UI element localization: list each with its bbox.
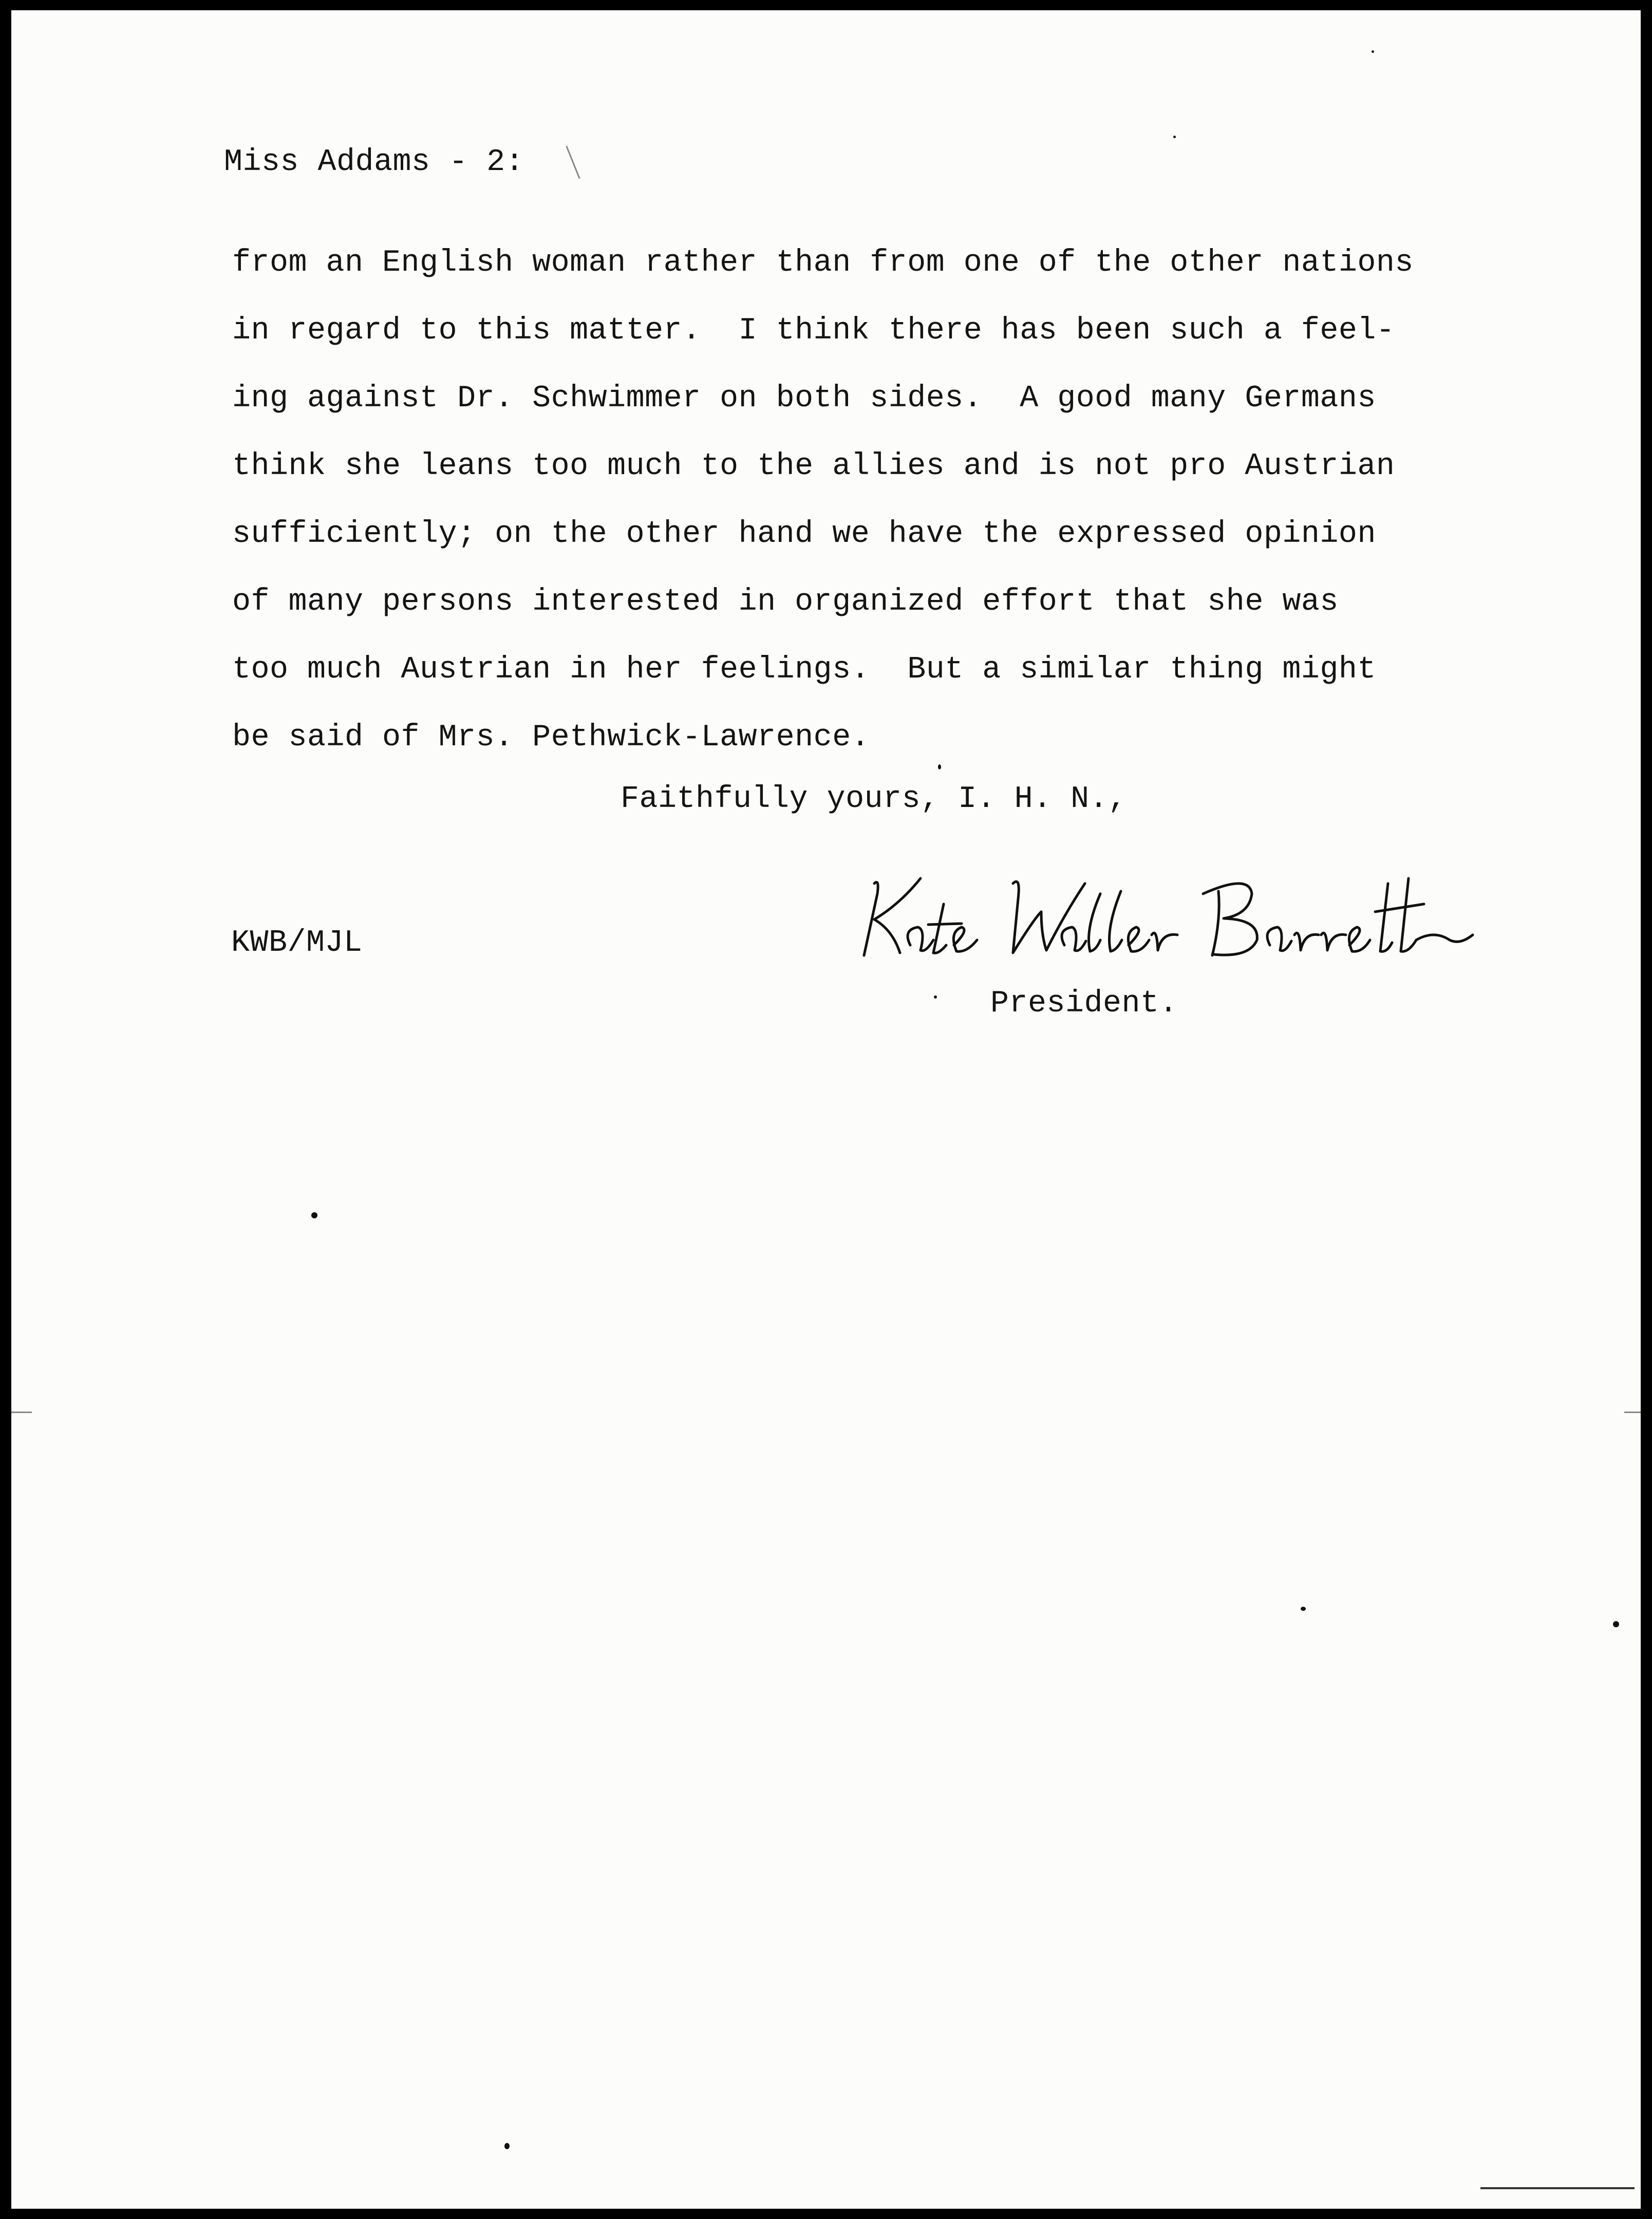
- body-line: ing against Dr. Schwimmer on both sides. A good many Germans: [232, 381, 1376, 416]
- handwritten-signature: [843, 863, 1480, 976]
- scan-mark: [11, 1412, 32, 1413]
- typist-initials: KWB/MJL: [231, 926, 363, 961]
- scan-speck: [1613, 1621, 1619, 1627]
- page-header: Miss Addams - 2:: [224, 145, 524, 180]
- body-line: from an English woman rather than from one of the other nations: [232, 246, 1414, 280]
- scan-speck: [1372, 50, 1374, 53]
- scan-speck: [934, 995, 937, 999]
- body-line: too much Austrian in her feelings. But a similar thing might: [232, 652, 1376, 687]
- body-line: be said of Mrs. Pethwick-Lawrence.: [232, 720, 870, 755]
- scan-speck: [1301, 1607, 1306, 1611]
- body-line: sufficiently; on the other hand we have the expressed opinion: [232, 517, 1376, 552]
- body-line: of many persons interested in organized effort that she was: [232, 585, 1339, 619]
- scan-speck: [1173, 136, 1176, 138]
- scan-speck: [311, 1212, 317, 1218]
- scan-mark: [566, 146, 580, 179]
- closing-line: Faithfully yours, I. H. N.,: [621, 782, 1127, 817]
- signer-title: President.: [990, 986, 1178, 1021]
- letter-page: [11, 10, 1641, 2209]
- body-line: in regard to this matter. I think there has been such a feel-: [232, 313, 1395, 348]
- scan-speck: [938, 764, 941, 769]
- scan-speck: [504, 2143, 510, 2149]
- scan-mark: [1624, 1412, 1641, 1413]
- scan-mark: [1480, 2187, 1635, 2189]
- body-line: think she leans too much to the allies and is not pro Austrian: [232, 449, 1395, 484]
